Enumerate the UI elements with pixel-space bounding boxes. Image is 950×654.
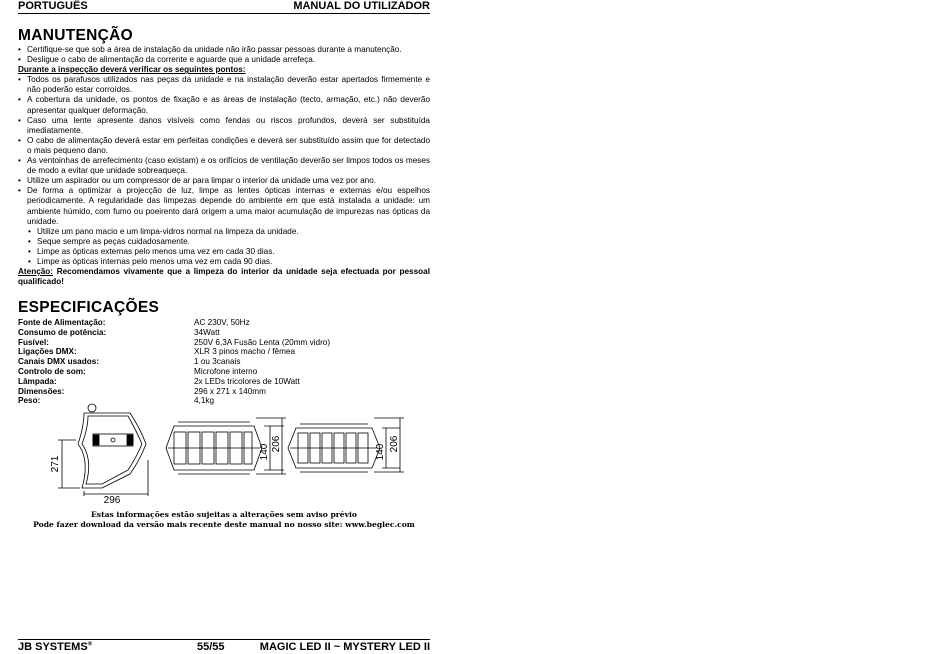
list-item: • O cabo de alimentação deverá estar em perfeitas condições e deverá ser substituído assim que for detectado o mais pequeno dano. bbox=[18, 136, 430, 156]
dim-width-label: 296 bbox=[103, 495, 121, 504]
specs-table bbox=[18, 318, 430, 406]
specs-title: ESPECIFICAÇÕES bbox=[18, 299, 160, 316]
list-item: • Certifique-se que sob a área de instalação da unidade não irão passar pessoas durante a manutenção. bbox=[18, 45, 430, 55]
header-rule bbox=[18, 13, 430, 14]
spec-value: Microfone interno bbox=[194, 366, 258, 376]
list-item: • Todos os parafusos utilizados nas peças da unidade e na instalação deverão estar apertados firmemente e não poderão estar corroídos. bbox=[18, 75, 430, 95]
spec-row bbox=[18, 318, 430, 328]
dim-height-label: 271 bbox=[50, 455, 61, 473]
footer-page-number: 55/55 bbox=[197, 641, 225, 653]
attention-note bbox=[18, 267, 430, 287]
spec-key: Peso: bbox=[18, 396, 41, 406]
cleaning-sublist bbox=[18, 227, 430, 267]
attention-text: Recomendamos vivamente que a limpeza do interior da unidade seja efectuada por pessoal qualificado! bbox=[18, 267, 430, 287]
page-footer bbox=[18, 641, 430, 654]
page-header bbox=[18, 0, 430, 13]
spec-key: Fusível: bbox=[18, 337, 49, 347]
spec-value: 250V 6,3A Fusão Lenta (20mm vidro) bbox=[194, 337, 331, 347]
spec-value: 34Watt bbox=[194, 327, 220, 337]
spec-key: Canais DMX usados: bbox=[18, 357, 99, 367]
spec-key: Dimensões: bbox=[18, 386, 65, 396]
dim-140-label-2: 140 bbox=[375, 443, 386, 461]
list-item: • De forma a optimizar a projecção de luz, limpe as lentes ópticas internas e externas e/ou espelhos periodicamente. A regularidade das limpezas depende do ambiente em que está instalada a unidade: um ambiente húmido, com fumo ou poeirento dará origem a uma maior acumulação de impurezas nas ópticas da unidade. bbox=[18, 186, 430, 226]
maintenance-title: MANUTENÇÃO bbox=[18, 27, 133, 44]
list-item: • Utilize um aspirador ou um compressor de ar para limpar o interior da unidade uma vez por ano. bbox=[18, 176, 430, 186]
dimension-drawing bbox=[18, 400, 430, 504]
dim-206-label-1: 206 bbox=[271, 435, 282, 453]
spec-value: AC 230V, 50Hz bbox=[194, 318, 250, 327]
spec-key: Ligações DMX: bbox=[18, 347, 77, 357]
registered-mark: ® bbox=[87, 641, 93, 648]
list-item: • Caso uma lente apresente danos visíveis como fendas ou riscos profundos, deverá ser substituída imediatamente. bbox=[18, 116, 430, 136]
footer-rule bbox=[18, 639, 430, 640]
spec-value: XLR 3 pinos macho / fêmea bbox=[194, 347, 296, 357]
spec-row bbox=[18, 387, 430, 397]
notice-line-1: Estas informações estão sujeitas a alterações sem aviso prévio bbox=[91, 510, 357, 519]
header-language: PORTUGUÊS bbox=[18, 0, 88, 12]
list-item: • Limpe as ópticas internas pelo menos uma vez em cada 90 dias. bbox=[18, 257, 430, 267]
list-item: • As ventoinhas de arrefecimento (caso existam) e os orifícios de ventilação deverão ser limpos todos os meses de modo a evitar que unidade sobreaqueça. bbox=[18, 156, 430, 176]
spec-row bbox=[18, 347, 430, 357]
notice-line-2: Pode fazer download da versão mais recente deste manual no nosso site: www.beglec.com bbox=[33, 520, 415, 529]
dim-140-label-1: 140 bbox=[259, 443, 270, 461]
spec-key: Consumo de potência: bbox=[18, 327, 107, 337]
spec-row bbox=[18, 328, 430, 338]
footer-model: MAGIC LED II ~ MYSTERY LED II bbox=[259, 641, 430, 653]
spec-key: Lâmpada: bbox=[18, 376, 57, 386]
side-view bbox=[58, 404, 148, 496]
spec-row bbox=[18, 357, 430, 367]
list-item: • Desligue o cabo de alimentação da corrente e aguarde que a unidade arrefeça. bbox=[18, 55, 430, 65]
list-item: • Limpe as ópticas externas pelo menos uma vez em cada 30 dias. bbox=[18, 247, 430, 257]
spec-row bbox=[18, 338, 430, 348]
attention-label: Atenção: bbox=[18, 267, 54, 277]
list-item: • Seque sempre as peças cuidadosamente. bbox=[18, 237, 430, 247]
spec-row bbox=[18, 377, 430, 387]
spec-value: 4,1kg bbox=[194, 396, 215, 406]
spec-value: 2x LEDs tricolores de 10Watt bbox=[194, 376, 300, 386]
spec-value: 1 ou 3canais bbox=[194, 357, 241, 367]
check-heading: Durante a inspecção deverá verificar os seguintes pontos: bbox=[18, 65, 246, 75]
list-item: • Utilize um pano macio e um limpa-vidros normal na limpeza da unidade. bbox=[18, 227, 430, 237]
list-item: • A cobertura da unidade, os pontos de fixação e as áreas de instalação (tecto, armação, etc.) não deverão apresentar qualquer deformação. bbox=[18, 95, 430, 115]
intro-list bbox=[18, 45, 430, 65]
spec-value: 296 x 271 x 140mm bbox=[194, 386, 266, 396]
footer-brand bbox=[18, 641, 92, 653]
front-view-2 bbox=[288, 418, 404, 472]
spec-row bbox=[18, 367, 430, 377]
spec-key: Controlo de som: bbox=[18, 366, 86, 376]
spec-key: Fonte de Alimentação: bbox=[18, 318, 106, 327]
manual-page bbox=[18, 0, 430, 654]
maintenance-body bbox=[18, 45, 430, 287]
brand-name: JB SYSTEMS bbox=[18, 641, 88, 653]
check-list bbox=[18, 75, 430, 226]
dim-206-label-2: 206 bbox=[389, 435, 400, 453]
header-doc-title: MANUAL DO UTILIZADOR bbox=[293, 0, 430, 12]
